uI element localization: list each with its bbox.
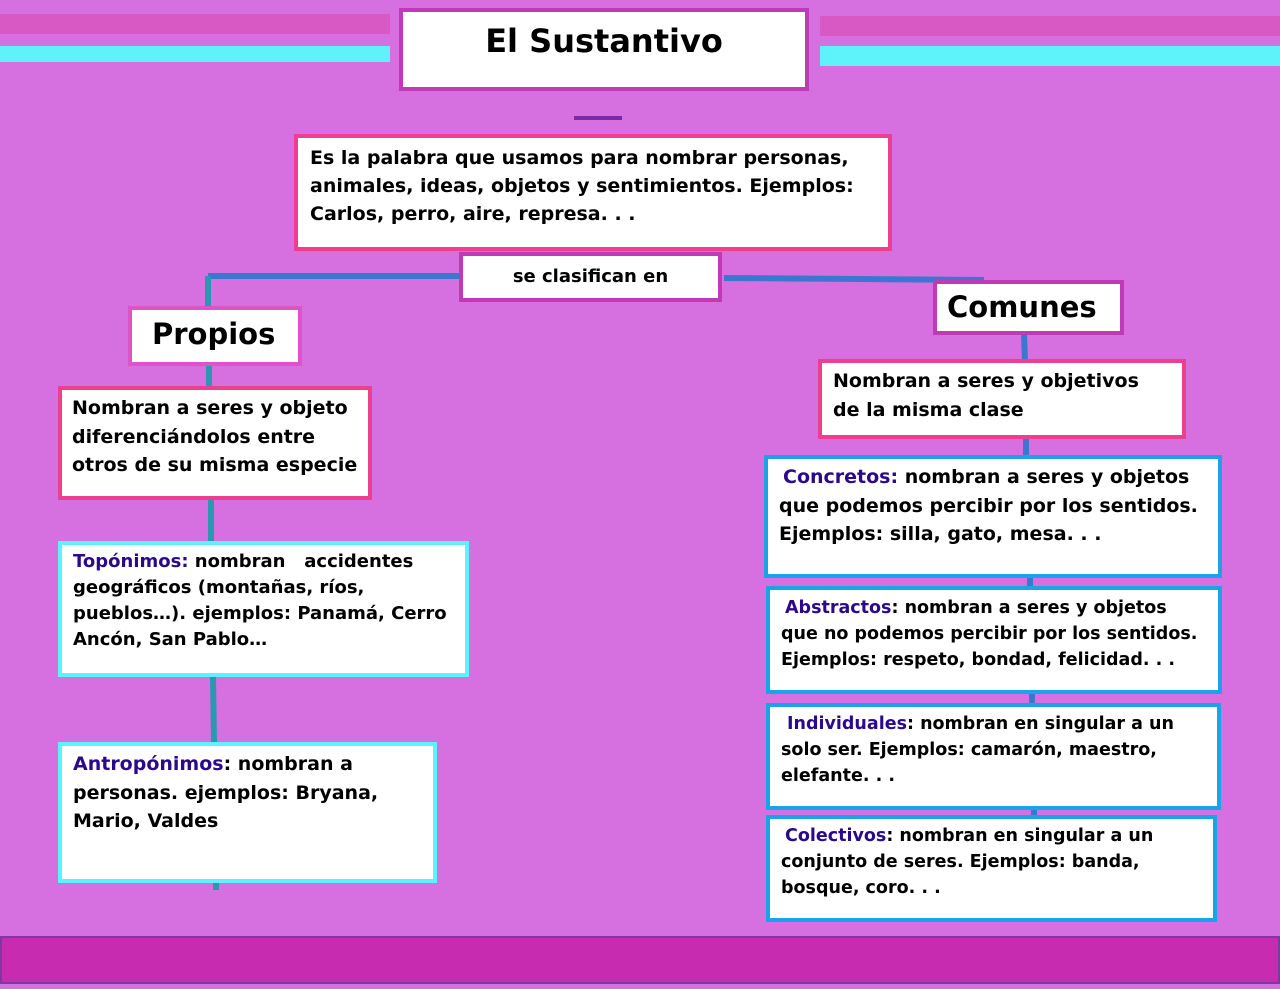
footer-bar <box>0 936 1280 984</box>
colectivos-term: Colectivos <box>785 826 887 846</box>
comunes-description: Nombran a seres y objetivos de la misma clase <box>833 370 1139 421</box>
title-box <box>399 8 809 91</box>
propios-heading: Propios <box>152 317 276 351</box>
individuales-term: Individuales <box>787 714 907 734</box>
colectivos-text: : nombran en singular a un conjunto de seres. Ejemplos: banda, bosque, coro. . . <box>781 826 1154 898</box>
page-title: El Sustantivo <box>485 22 723 60</box>
antroponimos-term: Antropónimos <box>73 753 224 775</box>
concretos-text: nombran a seres y objetos que podemos percibir por los sentidos. Ejemplos: silla, gato, mesa. . . <box>779 466 1198 545</box>
antroponimos-box <box>58 742 437 883</box>
connector-label: se clasifican en <box>512 266 669 287</box>
toponimos-box <box>58 541 469 677</box>
propios-heading-box <box>128 306 302 366</box>
colectivos-box <box>766 815 1217 922</box>
abstractos-text: : nombran a seres y objetos que no podemos percibir por los sentidos. Ejemplos: respeto, bondad, felicidad. . . <box>781 598 1198 670</box>
connector-box <box>459 252 722 302</box>
toponimos-term: Topónimos: <box>73 551 189 572</box>
concretos-term: Concretos: <box>783 466 899 488</box>
individuales-box <box>766 703 1221 810</box>
antroponimos-text: : nombran a personas. ejemplos: Bryana, Mario, Valdes <box>73 753 379 832</box>
abstractos-box <box>766 586 1222 694</box>
abstractos-term: Abstractos <box>785 598 892 618</box>
individuales-text: : nombran en singular a un solo ser. Ejemplos: camarón, maestro, elefante. . . <box>781 714 1174 786</box>
comunes-heading-box <box>933 280 1124 335</box>
definition-text: Es la palabra que usamos para nombrar personas, animales, ideas, objetos y sentimientos. Ejemplos: Carlos, perro, aire, represa. . . <box>310 147 854 225</box>
propios-description: Nombran a seres y objeto diferenciándolos entre otros de su misma especie <box>72 397 358 476</box>
toponimos-text: nombran accidentes geográficos (montañas, ríos, pueblos…). ejemplos: Panamá, Cerro Ancón, San Pablo… <box>73 551 453 650</box>
comunes-description-box <box>818 359 1186 439</box>
concretos-box <box>764 455 1222 578</box>
propios-description-box <box>58 386 372 500</box>
comunes-heading: Comunes <box>947 290 1097 324</box>
definition-box <box>294 134 892 251</box>
